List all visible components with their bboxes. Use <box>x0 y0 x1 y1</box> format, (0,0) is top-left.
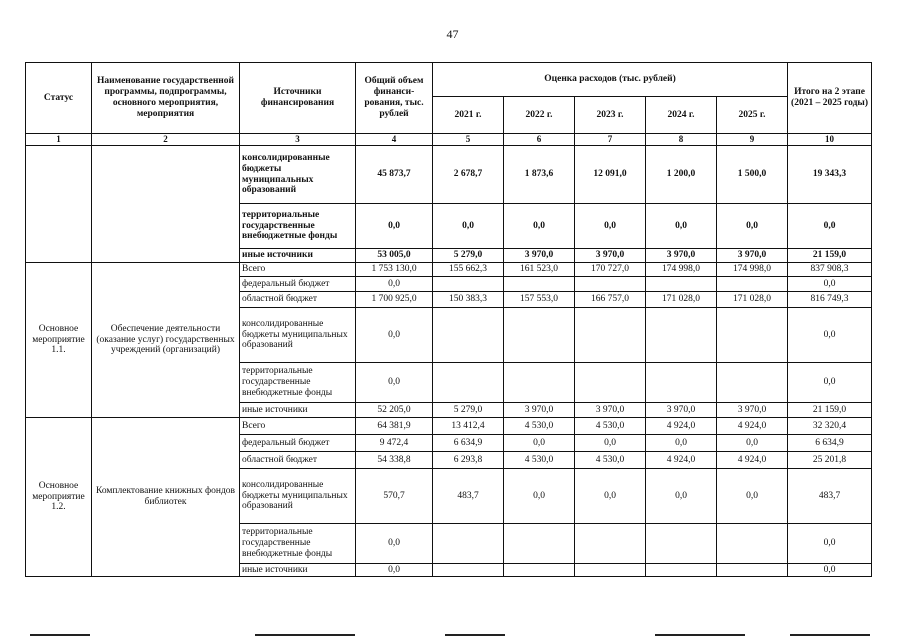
stage-total-cell: 21 159,0 <box>788 249 872 263</box>
column-number: 4 <box>356 134 433 146</box>
year-cell: 3 970,0 <box>717 403 788 418</box>
year-cell: 4 924,0 <box>717 418 788 435</box>
status-cell: Основное мероприятие 1.1. <box>26 263 92 418</box>
header-program: Наименование государственной программы, подпрограммы, основного мероприятия, мероприятия <box>92 63 240 134</box>
header-year: 2022 г. <box>504 97 575 134</box>
year-cell: 171 028,0 <box>717 292 788 308</box>
table-row <box>26 263 872 277</box>
source-cell: иные источники <box>240 564 356 577</box>
year-cell: 0,0 <box>433 204 504 249</box>
year-cell: 0,0 <box>575 204 646 249</box>
total-cell: 45 873,7 <box>356 146 433 204</box>
header-stage-total: Итого на 2 этапе (2021 – 2025 годы) <box>788 63 872 134</box>
column-number: 8 <box>646 134 717 146</box>
total-cell: 1 753 130,0 <box>356 263 433 277</box>
total-cell: 1 700 925,0 <box>356 292 433 308</box>
budget-table <box>25 62 872 577</box>
stage-total-cell: 32 320,4 <box>788 418 872 435</box>
year-cell: 174 998,0 <box>717 263 788 277</box>
total-cell: 0,0 <box>356 277 433 292</box>
status-cell <box>26 146 92 263</box>
year-cell: 12 091,0 <box>575 146 646 204</box>
total-cell: 0,0 <box>356 308 433 363</box>
stage-total-cell: 0,0 <box>788 363 872 403</box>
stage-total-cell: 483,7 <box>788 469 872 524</box>
year-cell: 174 998,0 <box>646 263 717 277</box>
year-cell <box>433 277 504 292</box>
year-cell <box>504 564 575 577</box>
source-cell: федеральный бюджет <box>240 435 356 452</box>
year-cell <box>646 524 717 564</box>
year-cell: 1 873,6 <box>504 146 575 204</box>
year-cell: 1 200,0 <box>646 146 717 204</box>
year-cell: 0,0 <box>717 469 788 524</box>
header-year: 2024 г. <box>646 97 717 134</box>
program-name-cell: Обеспечение деятельности (оказание услуг) государственных учреждений (организаций) <box>92 263 240 418</box>
header-estimate: Оценка расходов (тыс. рублей) <box>433 63 788 97</box>
column-number: 3 <box>240 134 356 146</box>
year-cell: 4 530,0 <box>575 452 646 469</box>
stage-total-cell: 816 749,3 <box>788 292 872 308</box>
source-cell: областной бюджет <box>240 452 356 469</box>
total-cell: 0,0 <box>356 564 433 577</box>
year-cell: 0,0 <box>504 435 575 452</box>
year-cell: 0,0 <box>646 469 717 524</box>
year-cell: 150 383,3 <box>433 292 504 308</box>
source-cell: областной бюджет <box>240 292 356 308</box>
source-cell: консолидированные бюджеты муниципальных образований <box>240 308 356 363</box>
year-cell: 3 970,0 <box>717 249 788 263</box>
header-sources: Источники финансирования <box>240 63 356 134</box>
source-cell: территориальные государственные внебюджетные фонды <box>240 524 356 564</box>
year-cell: 157 553,0 <box>504 292 575 308</box>
year-cell: 4 924,0 <box>646 452 717 469</box>
program-name-cell: Комплектование книжных фондов библиотек <box>92 418 240 577</box>
year-cell: 3 970,0 <box>575 249 646 263</box>
column-number: 10 <box>788 134 872 146</box>
header-year: 2023 г. <box>575 97 646 134</box>
source-cell: консолидированные бюджеты муниципальных образований <box>240 146 356 204</box>
column-number: 1 <box>26 134 92 146</box>
total-cell: 0,0 <box>356 524 433 564</box>
year-cell: 4 530,0 <box>504 418 575 435</box>
total-cell: 0,0 <box>356 204 433 249</box>
header-year: 2021 г. <box>433 97 504 134</box>
year-cell: 171 028,0 <box>646 292 717 308</box>
year-cell <box>646 363 717 403</box>
footer-divider <box>790 634 870 636</box>
year-cell: 0,0 <box>504 204 575 249</box>
stage-total-cell: 6 634,9 <box>788 435 872 452</box>
total-cell: 53 005,0 <box>356 249 433 263</box>
year-cell: 0,0 <box>575 435 646 452</box>
year-cell: 13 412,4 <box>433 418 504 435</box>
column-number: 9 <box>717 134 788 146</box>
stage-total-cell: 0,0 <box>788 564 872 577</box>
year-cell: 0,0 <box>717 435 788 452</box>
year-cell: 0,0 <box>646 204 717 249</box>
year-cell: 166 757,0 <box>575 292 646 308</box>
column-number: 6 <box>504 134 575 146</box>
stage-total-cell: 0,0 <box>788 277 872 292</box>
year-cell <box>433 363 504 403</box>
footer-divider <box>30 634 90 636</box>
year-cell: 483,7 <box>433 469 504 524</box>
source-cell: Всего <box>240 263 356 277</box>
table-row <box>26 418 872 435</box>
year-cell: 3 970,0 <box>504 403 575 418</box>
year-cell <box>646 277 717 292</box>
header-year: 2025 г. <box>717 97 788 134</box>
year-cell <box>717 524 788 564</box>
source-cell: федеральный бюджет <box>240 277 356 292</box>
year-cell <box>717 277 788 292</box>
year-cell <box>575 524 646 564</box>
year-cell: 0,0 <box>504 469 575 524</box>
year-cell: 5 279,0 <box>433 403 504 418</box>
year-cell <box>575 277 646 292</box>
footer-divider <box>655 634 745 636</box>
column-number: 7 <box>575 134 646 146</box>
year-cell <box>575 363 646 403</box>
year-cell <box>575 308 646 363</box>
year-cell: 3 970,0 <box>646 249 717 263</box>
source-cell: территориальные государственные внебюджетные фонды <box>240 363 356 403</box>
year-cell <box>717 308 788 363</box>
year-cell: 2 678,7 <box>433 146 504 204</box>
year-cell: 0,0 <box>646 435 717 452</box>
year-cell: 1 500,0 <box>717 146 788 204</box>
year-cell: 4 530,0 <box>504 452 575 469</box>
source-cell: территориальные государственные внебюджетные фонды <box>240 204 356 249</box>
year-cell <box>575 564 646 577</box>
year-cell: 4 530,0 <box>575 418 646 435</box>
total-cell: 64 381,9 <box>356 418 433 435</box>
year-cell: 6 293,8 <box>433 452 504 469</box>
year-cell <box>433 564 504 577</box>
year-cell <box>504 308 575 363</box>
column-number: 5 <box>433 134 504 146</box>
footer-divider <box>255 634 355 636</box>
table-row <box>26 146 872 204</box>
source-cell: иные источники <box>240 403 356 418</box>
stage-total-cell: 0,0 <box>788 204 872 249</box>
total-cell: 54 338,8 <box>356 452 433 469</box>
status-cell: Основное мероприятие 1.2. <box>26 418 92 577</box>
header-total-volume: Общий объем финанси-рования, тыс. рублей <box>356 63 433 134</box>
year-cell: 155 662,3 <box>433 263 504 277</box>
year-cell <box>646 308 717 363</box>
total-cell: 9 472,4 <box>356 435 433 452</box>
year-cell <box>504 363 575 403</box>
source-cell: консолидированные бюджеты муниципальных образований <box>240 469 356 524</box>
column-number: 2 <box>92 134 240 146</box>
page-number: 47 <box>446 27 459 41</box>
stage-total-cell: 25 201,8 <box>788 452 872 469</box>
year-cell <box>433 524 504 564</box>
year-cell: 4 924,0 <box>717 452 788 469</box>
stage-total-cell: 0,0 <box>788 524 872 564</box>
year-cell <box>433 308 504 363</box>
year-cell: 0,0 <box>575 469 646 524</box>
year-cell: 170 727,0 <box>575 263 646 277</box>
footer-divider <box>445 634 505 636</box>
year-cell: 3 970,0 <box>504 249 575 263</box>
source-cell: Всего <box>240 418 356 435</box>
year-cell <box>717 564 788 577</box>
year-cell: 3 970,0 <box>646 403 717 418</box>
stage-total-cell: 837 908,3 <box>788 263 872 277</box>
source-cell: иные источники <box>240 249 356 263</box>
stage-total-cell: 19 343,3 <box>788 146 872 204</box>
year-cell <box>646 564 717 577</box>
total-cell: 0,0 <box>356 363 433 403</box>
year-cell <box>504 524 575 564</box>
year-cell: 4 924,0 <box>646 418 717 435</box>
program-name-cell <box>92 146 240 263</box>
year-cell: 161 523,0 <box>504 263 575 277</box>
header-status: Статус <box>26 63 92 134</box>
total-cell: 52 205,0 <box>356 403 433 418</box>
year-cell: 6 634,9 <box>433 435 504 452</box>
year-cell: 5 279,0 <box>433 249 504 263</box>
stage-total-cell: 0,0 <box>788 308 872 363</box>
stage-total-cell: 21 159,0 <box>788 403 872 418</box>
year-cell <box>504 277 575 292</box>
total-cell: 570,7 <box>356 469 433 524</box>
year-cell: 0,0 <box>717 204 788 249</box>
year-cell: 3 970,0 <box>575 403 646 418</box>
year-cell <box>717 363 788 403</box>
